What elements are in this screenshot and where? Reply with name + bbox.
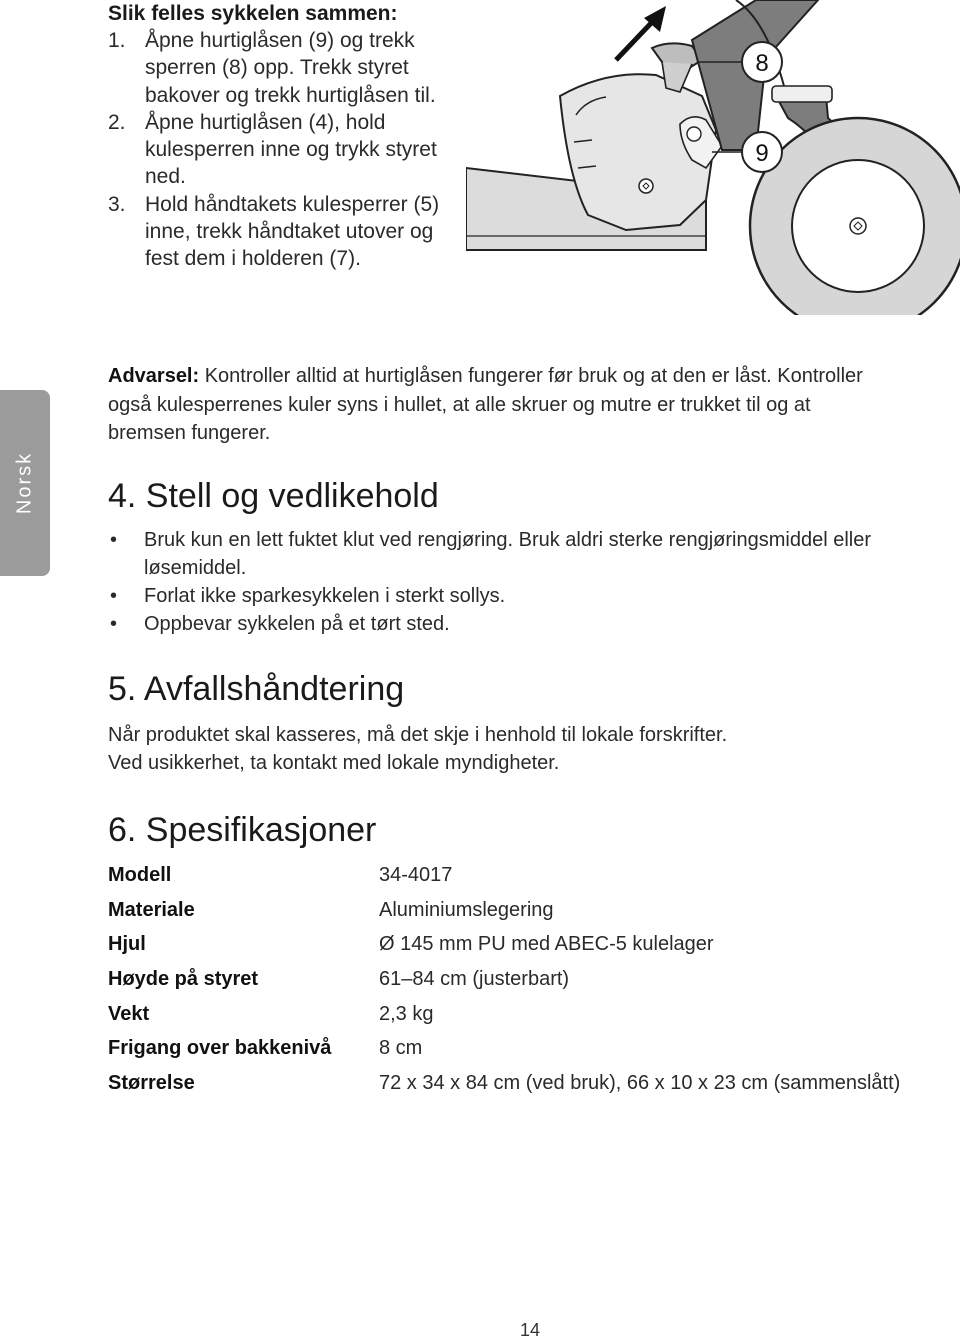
disposal-line-2: Ved usikkerhet, ta kontakt med lokale myndigheter. [108,752,560,774]
specs-heading: 6. Spesifikasjoner [108,811,377,849]
assembly-steps [108,27,468,273]
pivot-bolt [639,179,653,193]
warning-text: Kontroller alltid at hurtiglåsen fungerer før bruk og at den er låst. Kontroller også kulesperrenes kuler syns i hullet, at alle skruer og mutre er trukket til og at bremsen fungerer. [108,365,863,444]
care-item: • Bruk kun en lett fuktet klut ved rengjøring. Bruk aldri sterke rengjøringsmiddel eller løsemiddel. [110,529,871,579]
folding-mechanism-illustration [466,0,960,315]
disposal-heading: 5. Avfallshåndtering [108,670,405,708]
wheel-axle [850,218,866,234]
care-item: • Oppbevar sykkelen på et tørt sted. [110,613,450,635]
warning-label: Advarsel: [108,365,200,387]
care-list [108,526,928,638]
svg-text:8: 8 [755,50,769,77]
language-side-tab [0,390,50,576]
assembly-instructions [108,0,468,273]
language-tab-label: Norsk [13,451,36,515]
disposal-line-1: Når produktet skal kasseres, må det skje i henhold til lokale forskrifter. [108,724,728,746]
assembly-step-1: 1. Åpne hurtiglåsen (9) og trekk sperren (8) opp. Trekk styret bakover og trekk hurtiglåsen til. [108,29,436,107]
assembly-step-2: 2. Åpne hurtiglåsen (4), hold kulesperren inne og trykk styret ned. [108,110,437,189]
assembly-step-3: 3. Hold håndtakets kulesperrer (5) inne, trekk håndtaket utover og fest dem i holderen (7). [108,192,440,271]
fork-collar [772,86,832,102]
direction-arrow [616,18,656,60]
care-heading: 4. Stell og vedlikehold [108,477,439,515]
svg-text:9: 9 [755,140,769,167]
page-number: 14 [519,1320,541,1340]
disposal-text [108,721,908,777]
assembly-title: Slik felles sykkelen sammen: [108,2,398,25]
care-item: • Forlat ikke sparkesykkelen i sterkt sollys. [110,585,506,607]
warning-paragraph [108,362,868,448]
